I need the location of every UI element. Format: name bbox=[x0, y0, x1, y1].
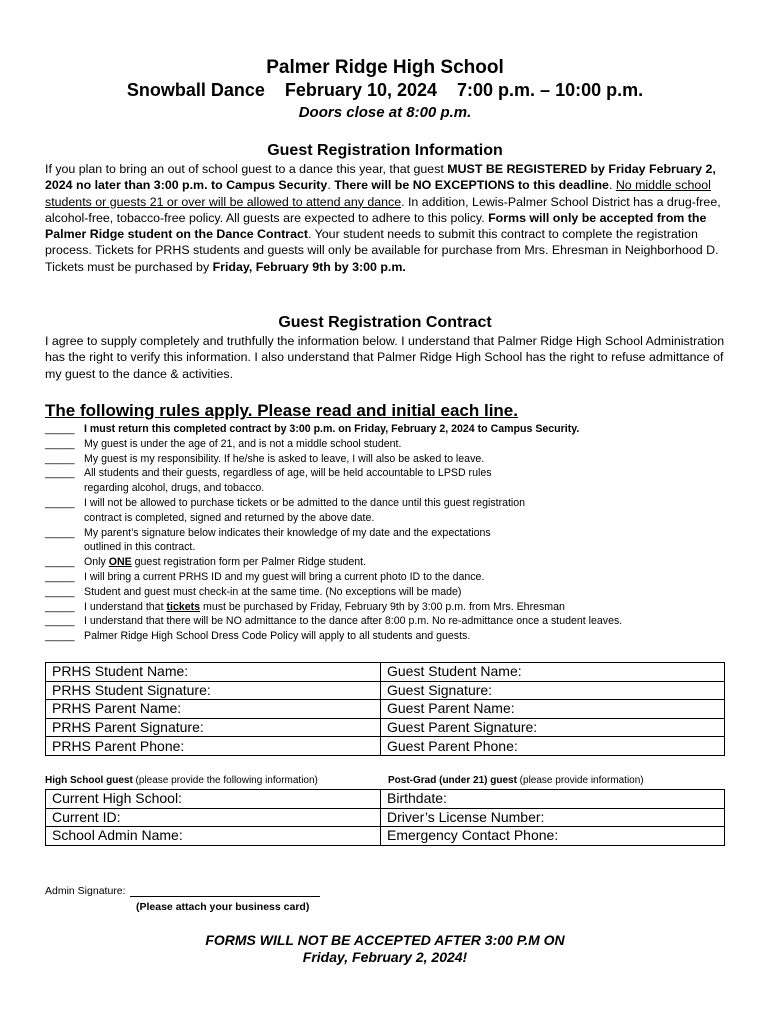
form-field[interactable]: School Admin Name: bbox=[46, 827, 381, 846]
initial-blank[interactable]: _____ bbox=[45, 556, 75, 569]
form-field[interactable]: Current High School: bbox=[46, 790, 381, 809]
form-field[interactable]: Driver’s License Number: bbox=[381, 808, 725, 827]
rule-line: _____ My parent’s signature below indicates their knowledge of my date and the expectations bbox=[45, 526, 491, 539]
admin-note: (Please attach your business card) bbox=[136, 901, 310, 913]
rule-line: _____ All students and their guests, regardless of age, will be held accountable to LPSD rules bbox=[45, 467, 492, 480]
rule-line: _____ Student and guest must check-in at the same time. (No exceptions will be made) bbox=[45, 585, 462, 598]
table-row bbox=[46, 808, 725, 827]
table-row bbox=[46, 700, 725, 719]
rule-continuation: contract is completed, signed and returned by the above date. bbox=[84, 511, 375, 524]
high-school-guest-label: High School guest (please provide the following information) bbox=[45, 775, 318, 786]
form-field[interactable]: Guest Signature: bbox=[381, 681, 725, 700]
rule-line: _____ I will bring a current PRHS ID and my guest will bring a current photo ID to the dance. bbox=[45, 570, 485, 583]
form-field[interactable]: Birthdate: bbox=[381, 790, 725, 809]
form-field[interactable]: Current ID: bbox=[46, 808, 381, 827]
initial-blank[interactable]: _____ bbox=[45, 630, 75, 643]
event-line: Snowball Dance February 10, 2024 7:00 p.m. – 10:00 p.m. bbox=[126, 80, 644, 100]
info-paragraph: If you plan to bring an out of school guest to a dance this year, that guest MUST BE REGISTERED by Friday February 2, 2024 no later than 3:00 p.m. to Campus Security. There will be NO EXCEPTIONS to this deadline. No middle school students or guests 21 or over will be allowed to attend any dance. In addition, Lewis-Palmer School District has a drug-free, alcohol-free, tobacco-free policy. All guests are expected to adhere to this policy. Forms will only be accepted from the Palmer Ridge student on the Dance Contract. Your student needs to submit this contract to complete the registration process. Tickets for PRHS students and guests will only be available for purchase from Mrs. Ehresman in Neighborhood D. Tickets must be purchased by Friday, February 9th by 3:00 p.m. bbox=[45, 162, 721, 274]
rule-line: _____ I understand that tickets must be purchased by Friday, February 9th by 3:00 p.m. from Mrs. Ehresman bbox=[45, 600, 565, 613]
table-row bbox=[46, 681, 725, 700]
table-row bbox=[46, 827, 725, 846]
initial-blank[interactable]: _____ bbox=[45, 615, 75, 628]
rule-line: _____ I understand that there will be NO admittance to the dance after 8:00 p.m. No re-admittance once a student leaves. bbox=[45, 615, 623, 628]
admin-signature: Admin Signature: bbox=[45, 885, 320, 897]
admin-signature-line[interactable] bbox=[130, 885, 320, 897]
table-row bbox=[46, 663, 725, 682]
deadline-footer: FORMS WILL NOT BE ACCEPTED AFTER 3:00 P.M ON Friday, February 2, 2024! bbox=[205, 932, 565, 965]
form-field[interactable]: PRHS Student Signature: bbox=[46, 681, 381, 700]
contract-heading: Guest Registration Contract bbox=[278, 314, 492, 331]
rule-line: _____ My guest is my responsibility. If he/she is asked to leave, I will also be asked to leave. bbox=[45, 452, 485, 465]
rule-continuation: outlined in this contract. bbox=[84, 541, 196, 554]
form-field[interactable]: PRHS Parent Phone: bbox=[46, 737, 381, 756]
initial-blank[interactable]: _____ bbox=[45, 452, 75, 465]
form-field[interactable]: Guest Student Name: bbox=[381, 663, 725, 682]
rule-line: _____ I will not be allowed to purchase tickets or be admitted to the dance until this guest registration bbox=[45, 496, 526, 509]
form-field[interactable]: Guest Parent Signature: bbox=[381, 718, 725, 737]
form-field[interactable]: PRHS Parent Signature: bbox=[46, 718, 381, 737]
initial-blank[interactable]: _____ bbox=[45, 437, 75, 450]
rule-line: _____ I must return this completed contract by 3:00 p.m. on Friday, February 2, 2024 to Campus Security. bbox=[45, 423, 580, 435]
rules-heading: The following rules apply. Please read and initial each line. bbox=[45, 401, 518, 420]
initial-blank[interactable]: _____ bbox=[45, 526, 75, 539]
rule-line: _____ Palmer Ridge High School Dress Code Policy will apply to all students and guests. bbox=[45, 630, 471, 643]
doors-close-note: Doors close at 8:00 p.m. bbox=[298, 104, 472, 121]
form-field[interactable]: Guest Parent Phone: bbox=[381, 737, 725, 756]
guest-info-table bbox=[45, 789, 725, 846]
table-row bbox=[46, 718, 725, 737]
initial-blank[interactable]: _____ bbox=[45, 600, 75, 613]
initial-blank[interactable]: _____ bbox=[45, 496, 75, 509]
initial-blank[interactable]: _____ bbox=[45, 570, 75, 583]
form-field[interactable]: PRHS Student Name: bbox=[46, 663, 381, 682]
contract-paragraph: I agree to supply completely and truthfully the information below. I understand that Palmer Ridge High School Administration has the right to verify this information. I also understand that Palmer Ridge High School has the right to refuse admittance of my guest to the dance & activities. bbox=[45, 334, 725, 381]
initial-blank[interactable]: _____ bbox=[45, 423, 75, 435]
rule-line: _____ My guest is under the age of 21, and is not a middle school student. bbox=[45, 437, 402, 450]
form-field[interactable]: PRHS Parent Name: bbox=[46, 700, 381, 719]
table-row bbox=[46, 790, 725, 809]
school-title: Palmer Ridge High School bbox=[266, 57, 504, 78]
initial-blank[interactable]: _____ bbox=[45, 585, 75, 598]
rule-line: _____ Only ONE guest registration form per Palmer Ridge student. bbox=[45, 556, 367, 569]
initial-blank[interactable]: _____ bbox=[45, 467, 75, 480]
rule-continuation: regarding alcohol, drugs, and tobacco. bbox=[84, 482, 265, 495]
form-field[interactable]: Guest Parent Name: bbox=[381, 700, 725, 719]
post-grad-guest-label: Post-Grad (under 21) guest (please provide information) bbox=[388, 775, 644, 786]
table-row bbox=[46, 737, 725, 756]
form-field[interactable]: Emergency Contact Phone: bbox=[381, 827, 725, 846]
registration-form-table bbox=[45, 662, 725, 756]
info-heading: Guest Registration Information bbox=[267, 142, 503, 159]
rules-list bbox=[45, 422, 735, 644]
